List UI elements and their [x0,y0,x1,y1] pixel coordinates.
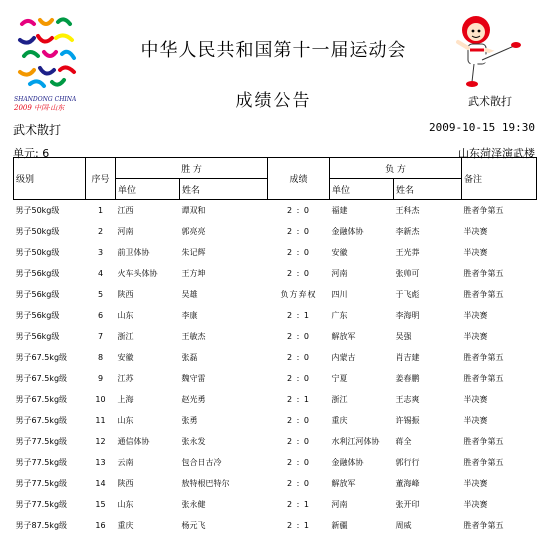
cell-score: 2 : 0 [268,347,330,368]
cell-no: 2 [86,221,116,242]
table-row [14,242,537,263]
cell-loser-name: 许锡振 [394,410,462,431]
header-winner-name: 姓名 [180,179,268,200]
cell-no: 8 [86,347,116,368]
cell-winner-name: 杨元飞 [180,515,268,536]
cell-loser-unit: 安徽 [330,242,394,263]
cell-weight: 男子77.5kg级 [14,494,86,515]
page-subtitle: 成绩公告 [0,86,547,111]
cell-loser-name: 王科杰 [394,200,462,222]
cell-weight: 男子77.5kg级 [14,473,86,494]
cell-no: 3 [86,242,116,263]
cell-score: 2 : 0 [268,473,330,494]
cell-loser-unit: 浙江 [330,389,394,410]
cell-loser-name: 王光莽 [394,242,462,263]
datetime: 2009-10-15 19:30 [429,121,535,134]
cell-score: 2 : 0 [268,242,330,263]
cell-score: 2 : 0 [268,431,330,452]
cell-winner-unit: 安徽 [116,347,180,368]
table-row [14,368,537,389]
cell-note: 半决赛 [462,326,537,347]
cell-note: 半决赛 [462,494,537,515]
cell-score: 2 : 1 [268,515,330,536]
cell-winner-unit: 云南 [116,452,180,473]
cell-note: 胜者争第五 [462,452,537,473]
cell-winner-name: 王方坤 [180,263,268,284]
cell-loser-name: 张开印 [394,494,462,515]
cell-winner-name: 郭亮亮 [180,221,268,242]
cell-score: 2 : 0 [268,410,330,431]
table-row [14,221,537,242]
header-loser: 负 方 [330,158,462,179]
cell-loser-unit: 河南 [330,494,394,515]
header-loser-name: 姓名 [394,179,462,200]
cell-loser-name: 周威 [394,515,462,536]
cell-weight: 男子67.5kg级 [14,368,86,389]
cell-no: 1 [86,200,116,222]
mascot-caption: 武术散打 [468,93,512,109]
cell-note: 半决赛 [462,389,537,410]
table-row [14,410,537,431]
cell-winner-name: 王敏杰 [180,326,268,347]
logo-text-1: SHANDONG CHINA [14,96,84,103]
cell-weight: 男子56kg级 [14,284,86,305]
cell-note: 胜者争第五 [462,347,537,368]
cell-no: 5 [86,284,116,305]
cell-winner-unit: 河南 [116,221,180,242]
header-no: 序号 [86,158,116,200]
cell-no: 6 [86,305,116,326]
cell-weight: 男子50kg级 [14,242,86,263]
header-weight: 级别 [14,158,86,200]
cell-winner-name: 张磊 [180,347,268,368]
cell-loser-unit: 解放军 [330,473,394,494]
cell-loser-name: 董海峰 [394,473,462,494]
header-winner-unit: 单位 [116,179,180,200]
mascot-kick-icon [452,10,524,90]
cell-weight: 男子50kg级 [14,200,86,222]
cell-no: 14 [86,473,116,494]
cell-score: 2 : 0 [268,326,330,347]
cell-note: 半决赛 [462,473,537,494]
cell-winner-unit: 江苏 [116,368,180,389]
table-row [14,284,537,305]
cell-weight: 男子56kg级 [14,263,86,284]
cell-no: 16 [86,515,116,536]
cell-winner-unit: 浙江 [116,326,180,347]
cell-winner-unit: 火车头体协 [116,263,180,284]
cell-score: 2 : 0 [268,221,330,242]
cell-note: 半决赛 [462,305,537,326]
cell-score: 2 : 0 [268,368,330,389]
cell-note: 胜者争第五 [462,200,537,222]
cell-note: 胜者争第五 [462,263,537,284]
cell-winner-unit: 前卫体协 [116,242,180,263]
cell-winner-unit: 重庆 [116,515,180,536]
cell-winner-name: 赵光勇 [180,389,268,410]
cell-no: 9 [86,368,116,389]
cell-no: 13 [86,452,116,473]
cell-note: 半决赛 [462,410,537,431]
cell-loser-name: 李海明 [394,305,462,326]
cell-loser-name: 吴强 [394,326,462,347]
cell-score: 2 : 1 [268,389,330,410]
results-table [13,157,537,536]
cell-note: 胜者争第五 [462,368,537,389]
cell-loser-name: 蒋全 [394,431,462,452]
cell-weight: 男子67.5kg级 [14,347,86,368]
cell-loser-unit: 内蒙古 [330,347,394,368]
cell-no: 7 [86,326,116,347]
cell-note: 半决赛 [462,242,537,263]
cell-winner-name: 敖特根巴特尔 [180,473,268,494]
cell-no: 10 [86,389,116,410]
cell-winner-unit: 山东 [116,305,180,326]
cell-loser-unit: 河南 [330,263,394,284]
table-row [14,305,537,326]
unit-label: 单元: 6 [13,145,49,161]
cell-score: 2 : 0 [268,263,330,284]
cell-weight: 男子77.5kg级 [14,431,86,452]
cell-loser-unit: 解放军 [330,326,394,347]
header-winner: 胜 方 [116,158,268,179]
header-loser-unit: 单位 [330,179,394,200]
cell-winner-unit: 陕西 [116,473,180,494]
cell-winner-unit: 上海 [116,389,180,410]
table-row [14,431,537,452]
cell-weight: 男子87.5kg级 [14,515,86,536]
cell-loser-unit: 福建 [330,200,394,222]
cell-winner-name: 魏守雷 [180,368,268,389]
cell-loser-name: 于飞彪 [394,284,462,305]
cell-note: 胜者争第五 [462,284,537,305]
table-row [14,326,537,347]
cell-winner-name: 谭双和 [180,200,268,222]
cell-loser-unit: 水利江河体协 [330,431,394,452]
header-score: 成绩 [268,158,330,200]
cell-loser-name: 肖吉建 [394,347,462,368]
cell-winner-unit: 山东 [116,494,180,515]
table-row [14,263,537,284]
cell-note: 半决赛 [462,221,537,242]
cell-loser-unit: 重庆 [330,410,394,431]
cell-loser-name: 郭行行 [394,452,462,473]
cell-note: 胜者争第五 [462,431,537,452]
cell-no: 12 [86,431,116,452]
cell-weight: 男子67.5kg级 [14,389,86,410]
results-body [14,200,537,536]
cell-winner-name: 吴雄 [180,284,268,305]
cell-winner-name: 包合日古冷 [180,452,268,473]
cell-weight: 男子77.5kg级 [14,452,86,473]
cell-weight: 男子67.5kg级 [14,410,86,431]
cell-winner-name: 张永发 [180,431,268,452]
venue: 山东菏泽演武楼 [458,145,535,161]
cell-weight: 男子56kg级 [14,326,86,347]
table-row [14,452,537,473]
cell-loser-unit: 广东 [330,305,394,326]
cell-weight: 男子56kg级 [14,305,86,326]
cell-loser-name: 张帅可 [394,263,462,284]
cell-loser-unit: 四川 [330,284,394,305]
cell-winner-unit: 江西 [116,200,180,222]
cell-winner-name: 张勇 [180,410,268,431]
cell-loser-unit: 金融体协 [330,221,394,242]
table-row [14,473,537,494]
event-name: 武术散打 [13,121,61,138]
table-row [14,347,537,368]
header-note: 备注 [462,158,537,200]
cell-no: 4 [86,263,116,284]
mascot [452,10,524,90]
cell-loser-unit: 金融体协 [330,452,394,473]
cell-winner-name: 张永健 [180,494,268,515]
cell-score: 负方弃权 [268,284,330,305]
cell-score: 2 : 0 [268,200,330,222]
cell-loser-unit: 宁夏 [330,368,394,389]
cell-score: 2 : 0 [268,452,330,473]
cell-no: 11 [86,410,116,431]
cell-winner-unit: 通信体协 [116,431,180,452]
cell-loser-name: 姜春鹏 [394,368,462,389]
table-row [14,200,537,222]
cell-weight: 男子50kg级 [14,221,86,242]
page-title: 中华人民共和国第十一届运动会 [0,36,547,62]
cell-winner-name: 朱记辉 [180,242,268,263]
cell-score: 2 : 1 [268,494,330,515]
cell-note: 胜者争第五 [462,515,537,536]
cell-winner-unit: 山东 [116,410,180,431]
cell-winner-name: 李康 [180,305,268,326]
table-row [14,494,537,515]
logo-text-2: 2009 中国·山东 [14,103,84,113]
cell-winner-unit: 陕西 [116,284,180,305]
cell-score: 2 : 1 [268,305,330,326]
table-row [14,389,537,410]
cell-loser-unit: 新疆 [330,515,394,536]
table-row [14,515,537,536]
cell-loser-name: 李新杰 [394,221,462,242]
cell-no: 15 [86,494,116,515]
cell-loser-name: 王志爽 [394,389,462,410]
